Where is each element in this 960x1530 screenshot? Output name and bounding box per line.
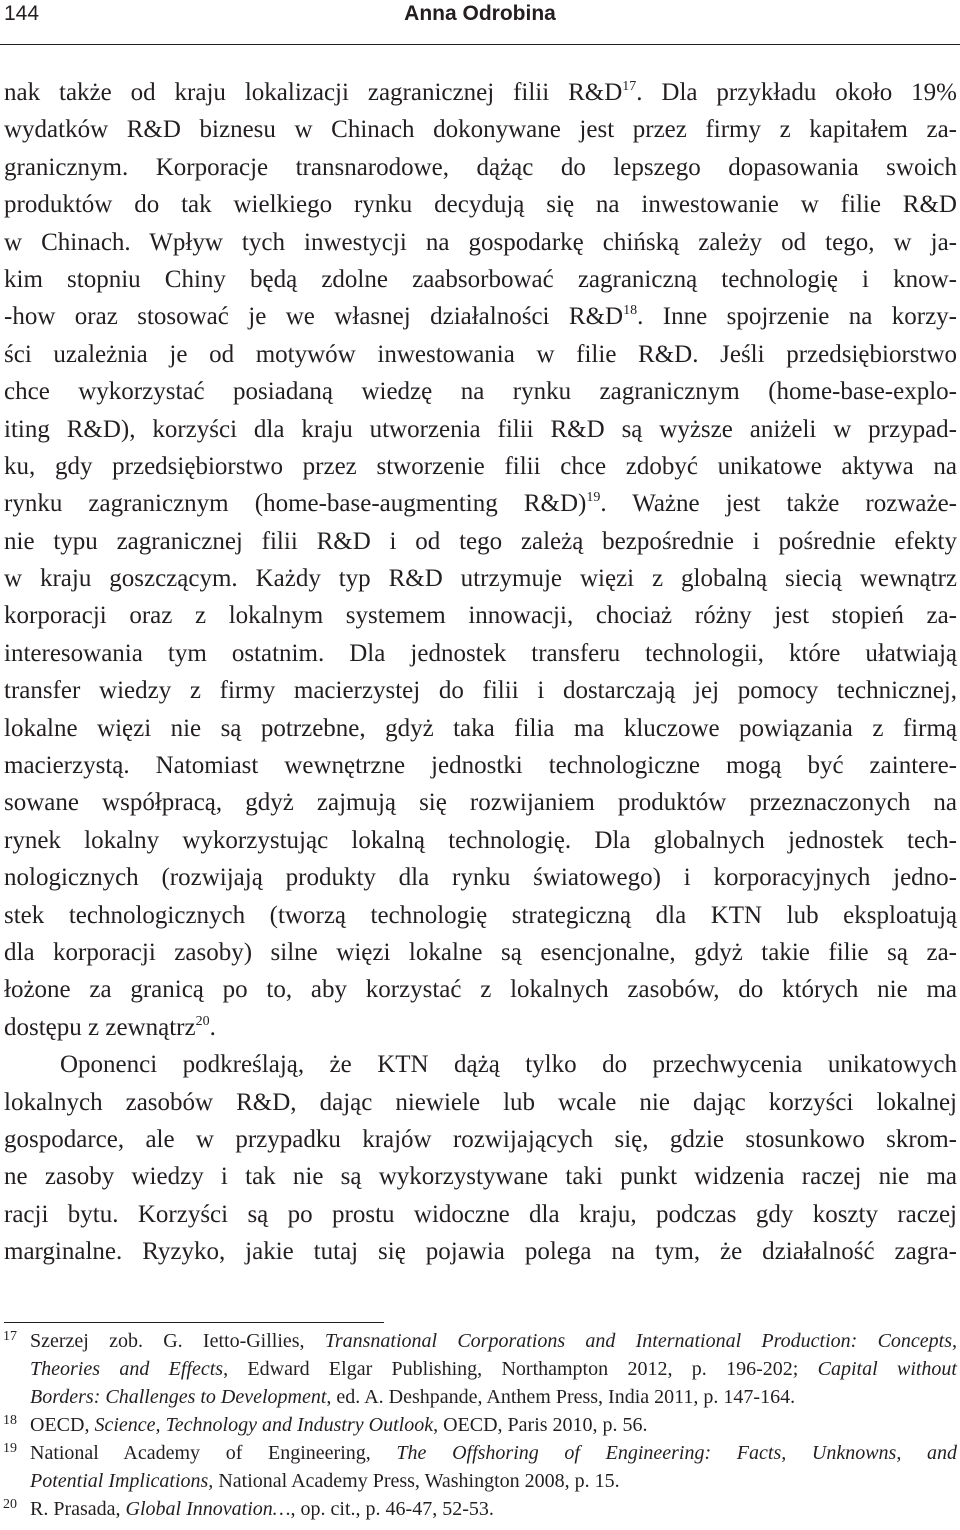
footnote-line: Theories and Effects, Edward Elgar Publishing, Northampton 2012, p. 196-202; Capital without	[30, 1358, 957, 1380]
body-line: granicznym. Korporacje transnarodowe, dążąc do lepszego dopasowania swoich	[4, 153, 957, 181]
body-line: kim stopniu Chiny będą zdolne zaabsorbować zagraniczną technologię i know-	[4, 265, 957, 293]
page-header	[0, 0, 960, 40]
body-line: rynek lokalny wykorzystując lokalną technologię. Dla globalnych jednostek tech-	[4, 826, 957, 854]
footnote-line: OECD, Science, Technology and Industry Outlook, OECD, Paris 2010, p. 56.	[30, 1414, 648, 1436]
body-line: lokalne więzi nie są potrzebne, gdyż taka filia ma kluczowe powiązania z firmą	[4, 714, 957, 742]
footnotes	[0, 1327, 957, 1523]
footnote-18	[0, 1411, 957, 1439]
footnote-divider	[4, 1322, 384, 1323]
body-line: dla korporacji zasoby) silne więzi lokalne są esencjonalne, gdyż takie filie są za-	[4, 938, 957, 966]
footnote-number: 17	[3, 1329, 17, 1344]
body-line: wydatków R&D biznesu w Chinach dokonywane jest przez firmy z kapitałem za-	[4, 116, 957, 144]
body-line: łożone za granicą po to, aby korzystać z lokalnych zasobów, do których nie ma	[4, 976, 957, 1004]
body-line: stek technologicznych (tworzą technologię strategiczną dla KTN lub eksploatują	[4, 901, 957, 929]
footnote-17	[0, 1327, 957, 1411]
footnote-line: Borders: Challenges to Development, ed. A. Deshpande, Anthem Press, India 2011, p. 147-164.	[30, 1386, 796, 1408]
body-line: macierzystą. Natomiast wewnętrzne jednostki technologiczne mogą być zaintere-	[4, 752, 957, 780]
body-line: Oponenci podkreślają, że KTN dążą tylko do przechwycenia unikatowych	[60, 1051, 957, 1079]
body-text	[4, 74, 957, 1271]
header-divider	[0, 44, 960, 45]
body-line: nologicznych (rozwijają produkty dla rynku światowego) i korporacyjnych jedno-	[4, 864, 957, 892]
body-line: nie typu zagranicznej filii R&D i od tego zależą bezpośrednie i pośrednie efekty	[4, 527, 957, 555]
footnote-line: Szerzej zob. G. Ietto-Gillies, Transnational Corporations and International Production: Concepts,	[30, 1330, 958, 1352]
body-line: nak także od kraju lokalizacji zagranicznej filii $R\&D^{17}$. Dla przykładu około 19%	[4, 79, 957, 106]
body-line: sowane współpracą, gdyż zajmują się rozwijaniem produktów przeznaczonych na	[4, 789, 957, 817]
body-line: interesowania tym ostatnim. Dla jednostek transferu technologii, które ułatwiają	[4, 639, 957, 667]
body-line: w kraju goszczącym. Każdy typ R&D utrzymuje więzi z globalną siecią wewnątrz	[4, 565, 957, 593]
body-line: transfer wiedzy z firmy macierzystej do filii i dostarczają jej pomocy technicznej,	[4, 677, 957, 705]
body-line: ne zasoby wiedzy i tak nie są wykorzystywane taki punkt widzenia raczej nie ma	[4, 1163, 957, 1191]
page-number: 144	[4, 2, 40, 25]
footnote-number: 19	[3, 1441, 17, 1456]
body-line: lokalnych zasobów R&D, dając niewiele lub wcale nie dając korzyści lokalnej	[4, 1088, 957, 1116]
body-line: w Chinach. Wpływ tych inwestycji na gospodarkę chińską zależy od tego, w ja-	[4, 228, 957, 256]
body-line: ści uzależnia je od motywów inwestowania w filie R&D. Jeśli przedsiębiorstwo	[4, 340, 957, 368]
body-line: ku, gdy przedsiębiorstwo przez stworzenie filii chce zdobyć unikatowe aktywa na	[4, 452, 957, 480]
body-line: chce wykorzystać posiadaną wiedzę na rynku zagranicznym (home-base-explo-	[4, 378, 957, 406]
footnote-number: 18	[3, 1413, 17, 1428]
footnote-number: 20	[3, 1497, 17, 1512]
footnote-19	[0, 1439, 957, 1495]
body-line: marginalne. Ryzyko, jakie tutaj się pojawia polega na tym, że działalność zagra-	[4, 1238, 957, 1266]
footnote-20	[0, 1495, 957, 1523]
body-line: korporacji oraz z lokalnym systemem innowacji, chociaż różny jest stopień za-	[4, 602, 957, 630]
running-head-author: Anna Odrobina	[404, 2, 556, 25]
body-line: rynku zagranicznym (home-base-augmenting R&D)$^{19}$. Ważne jest także rozważe-	[4, 490, 957, 518]
body-line: produktów do tak wielkiego rynku decydują się na inwestowanie w filie R&D	[4, 191, 957, 219]
body-line: iting R&D), korzyści dla kraju utworzenia filii R&D są wyższe aniżeli w przypad-	[4, 415, 957, 443]
footnote-line: Potential Implications, National Academy Press, Washington 2008, p. 15.	[30, 1470, 620, 1492]
body-line: dostępu z zewnątrz$^{20}$.	[4, 1013, 216, 1041]
footnote-line: National Academy of Engineering, The Offshoring of Engineering: Facts, Unknowns, and	[30, 1442, 957, 1464]
footnote-line: R. Prasada, Global Innovation…, op. cit., p. 46-47, 52-53.	[30, 1498, 494, 1520]
body-line: racji bytu. Korzyści są po prostu widoczne dla kraju, podczas gdy koszty raczej	[4, 1200, 957, 1228]
body-line: -how oraz stosować je we własnej działalności $R\&D^{18}$. Inne spojrzenie na korzy-	[4, 303, 958, 331]
body-line: gospodarce, ale w przypadku krajów rozwijających się, gdzie stosunkowo skrom-	[4, 1125, 957, 1153]
